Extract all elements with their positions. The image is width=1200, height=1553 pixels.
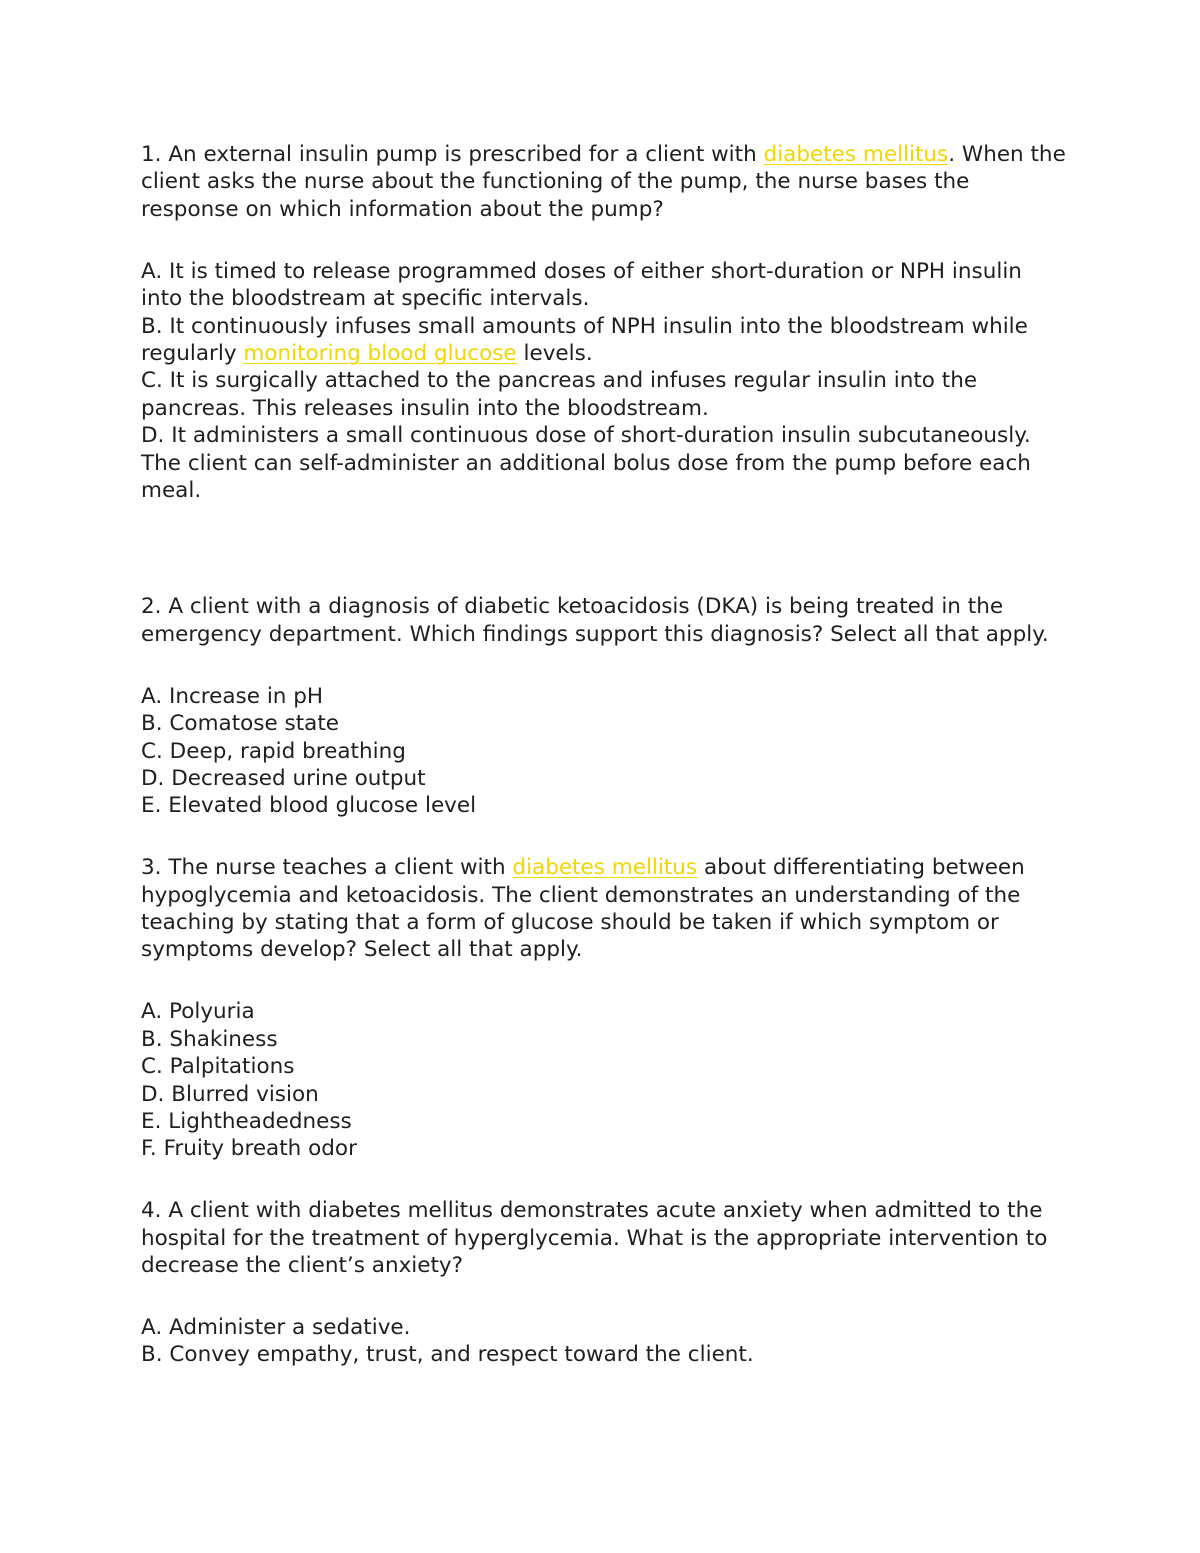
q1-option-b-after: levels.	[516, 340, 593, 366]
spacer	[141, 820, 1066, 855]
q1-stem-before: 1. An external insulin pump is prescribed for a client with	[141, 142, 764, 167]
q3-option-d: D. Blurred vision	[141, 1081, 319, 1107]
question-3-stem	[141, 854, 1066, 964]
q2-option-c: C. Deep, rapid breathing	[141, 738, 406, 764]
q3-option-f: F. Fruity breath odor	[141, 1136, 357, 1162]
q3-stem-after: about differentiating between hypoglycemia and ketoacidosis. The client demonstrates an understanding of the teaching by stating that a form of glucose should be taken if which symptom or symptoms develop? Select all that apply.	[141, 855, 1025, 963]
q3-diabetes-mellitus-link[interactable]: diabetes mellitus	[512, 855, 698, 881]
spacer	[141, 1280, 1066, 1315]
q3-stem-before: 3. The nurse teaches a client with	[141, 855, 513, 881]
spacer	[141, 1163, 1066, 1198]
q3-option-c: C. Palpitations	[141, 1054, 295, 1080]
spacer	[141, 223, 1066, 258]
q2-option-e: E. Elevated blood glucose level	[141, 793, 477, 819]
q1-option-d: D. It administers a small continuous dose of short-duration insulin subcutaneously. The client can self-administer an additional bolus dose from the pump before each meal.	[141, 423, 1031, 503]
q4-option-a: A. Administer a sedative.	[141, 1315, 411, 1340]
question-2-stem: 2. A client with a diagnosis of diabetic ketoacidosis (DKA) is being treated in the emergency department. Which findings support this diagnosis? Select all that apply.	[141, 594, 1049, 647]
spacer	[141, 648, 1066, 683]
spacer	[141, 504, 1066, 593]
q1-stem-after: . When the client asks the nurse about the functioning of the pump, the nurse bases the response on which information about the pump?	[141, 142, 1066, 222]
question-4-stem: 4. A client with diabetes mellitus demonstrates acute anxiety when admitted to the hospital for the treatment of hyperglycemia. What is the appropriate intervention to decrease the client’s anxiety?	[141, 1198, 1048, 1279]
q2-option-a: A. Increase in pH	[141, 683, 324, 709]
q4-option-b: B. Convey empathy, trust, and respect toward the client.	[141, 1342, 754, 1368]
q1-option-c: C. It is surgically attached to the pancreas and infuses regular insulin into the pancreas. This releases insulin into the bloodstream.	[141, 368, 978, 421]
q1-option-b-before: B. It continuously infuses small amounts of NPH insulin into the bloodstream while regularly	[141, 313, 1028, 366]
q1-option-b	[141, 313, 1066, 368]
spacer	[141, 964, 1066, 999]
q2-option-d: D. Decreased urine output	[141, 765, 426, 791]
q1-diabetes-mellitus-link[interactable]: diabetes mellitus	[763, 142, 949, 167]
q3-option-a: A. Polyuria	[141, 999, 255, 1025]
question-1-stem	[141, 141, 1066, 223]
q2-option-b: B. Comatose state	[141, 711, 340, 737]
q3-option-e: E. Lightheadedness	[141, 1108, 352, 1134]
q1-monitoring-blood-glucose-link[interactable]: monitoring blood glucose	[243, 340, 517, 366]
document-page	[141, 141, 1066, 1369]
q3-option-b: B. Shakiness	[141, 1026, 278, 1052]
q1-option-a: A. It is timed to release programmed doses of either short-duration or NPH insulin into the bloodstream at specific intervals.	[141, 258, 1022, 312]
